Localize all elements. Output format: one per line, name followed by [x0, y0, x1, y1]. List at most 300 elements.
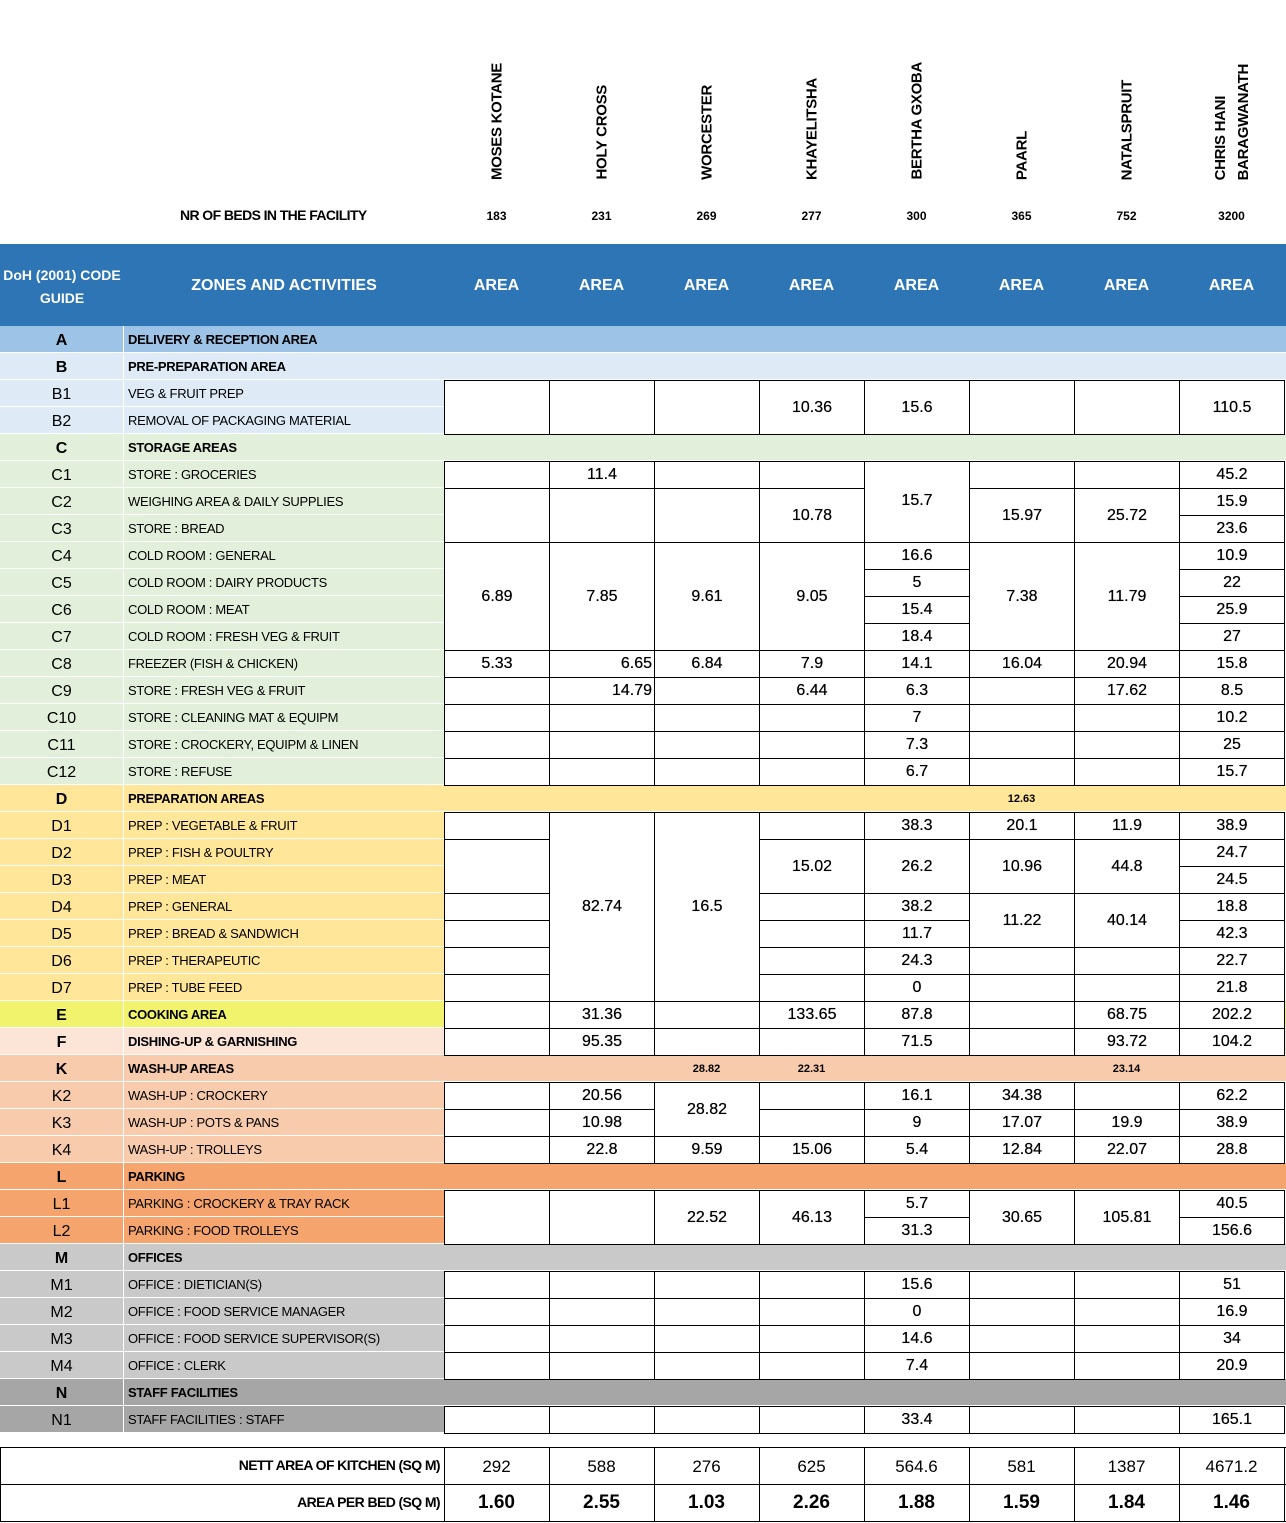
area-value-cell: 15.7	[864, 461, 970, 543]
area-value-cell: 110.5	[1179, 380, 1285, 435]
activity-label: PREP : THERAPEUTIC	[128, 953, 261, 968]
area-value-cell: 10.2	[1179, 704, 1285, 732]
area-value-cell: 18.4	[864, 623, 970, 651]
area-value-cell	[759, 731, 865, 759]
code-cell: D6	[0, 947, 124, 974]
nett-area-label: NETT AREA OF KITCHEN (SQ M)	[238, 1457, 440, 1473]
area-value-cell: 18.8	[1179, 893, 1285, 921]
area-value-cell: 26.2	[864, 839, 970, 894]
area-value-cell	[444, 758, 550, 786]
activity-label: STORE : FRESH VEG & FRUIT	[128, 683, 306, 698]
area-value-cell: 17.62	[1074, 677, 1180, 705]
code-cell: C3	[0, 515, 124, 542]
area-value-cell	[969, 1352, 1075, 1380]
area-value-cell	[654, 1298, 760, 1326]
totals-bottom-border	[0, 1521, 1286, 1522]
area-column-header: AREA	[998, 277, 1045, 294]
nett-area-value: 564.6	[895, 1457, 938, 1476]
activity-label: WASH-UP : TROLLEYS	[128, 1142, 262, 1157]
area-value-cell: 38.9	[1179, 1109, 1285, 1137]
area-value-cell	[549, 704, 655, 732]
area-value-cell	[1074, 1406, 1180, 1434]
area-value-cell	[969, 1406, 1075, 1434]
area-value-cell: 7.38	[969, 542, 1075, 651]
area-value-cell	[759, 974, 865, 1002]
activity-label: PREP : FISH & POULTRY	[128, 845, 274, 860]
area-value-cell: 20.56	[549, 1082, 655, 1110]
area-value-cell	[759, 1325, 865, 1353]
area-value-cell	[654, 1028, 760, 1056]
activity-label: PREPARATION AREAS	[128, 791, 265, 806]
facility-name-header: CHRIS HANI BARAGWANATH	[1211, 63, 1252, 180]
area-value-cell: 31.36	[549, 1001, 655, 1029]
area-value-cell	[444, 1001, 550, 1029]
code-cell: C2	[0, 488, 124, 515]
section-row	[0, 1379, 1286, 1406]
nett-area-value: 276	[692, 1457, 721, 1476]
activity-label: OFFICE : CLERK	[128, 1358, 226, 1373]
area-value-cell	[1074, 1352, 1180, 1380]
area-value-cell: 5.7	[864, 1190, 970, 1218]
area-value-cell	[759, 1352, 865, 1380]
area-column-header: AREA	[683, 277, 730, 294]
table-row	[0, 1352, 444, 1379]
area-value-cell	[969, 677, 1075, 705]
code-cell: D3	[0, 866, 124, 893]
facility-name-header: BERTHA GXOBA	[908, 62, 925, 180]
code-cell: F	[0, 1028, 124, 1055]
area-value-cell	[444, 1109, 550, 1137]
area-value-cell: 5	[864, 569, 970, 597]
area-value-cell: 16.9	[1179, 1298, 1285, 1326]
area-value-cell	[549, 1190, 655, 1245]
table-row	[0, 704, 444, 731]
area-value-cell	[654, 461, 760, 489]
area-value-cell: 7.3	[864, 731, 970, 759]
table-row	[0, 1406, 444, 1433]
table-row	[0, 731, 444, 758]
code-cell: D5	[0, 920, 124, 947]
area-value-cell: 34.38	[969, 1082, 1075, 1110]
nett-area-value: 581	[1007, 1457, 1036, 1476]
area-value-cell	[444, 920, 550, 948]
area-value-cell: 22	[1179, 569, 1285, 597]
area-value-cell: 7.85	[549, 542, 655, 651]
nett-area-value: 588	[587, 1457, 616, 1476]
activity-label: OFFICE : FOOD SERVICE MANAGER	[128, 1304, 346, 1319]
code-cell: C9	[0, 677, 124, 704]
activity-label: DISHING-UP & GARNISHING	[128, 1034, 298, 1049]
activity-label: STAFF FACILITIES	[128, 1385, 238, 1400]
area-value-cell	[759, 1406, 865, 1434]
area-value-cell	[759, 1298, 865, 1326]
area-column-header: AREA	[473, 277, 520, 294]
code-cell: C	[0, 434, 124, 461]
area-value-cell: 15.8	[1179, 650, 1285, 678]
code-cell: M2	[0, 1298, 124, 1325]
row-separator	[0, 1432, 444, 1433]
activity-label: PARKING : FOOD TROLLEYS	[128, 1223, 299, 1238]
bed-count: 231	[591, 209, 612, 223]
facility-name-header: WORCESTER	[698, 85, 715, 180]
area-value-cell: 8.5	[1179, 677, 1285, 705]
area-value-cell: 51	[1179, 1271, 1285, 1299]
totals-column-border	[1284, 1447, 1285, 1522]
area-value-cell: 5.33	[444, 650, 550, 678]
activity-label: STORAGE AREAS	[128, 440, 237, 455]
activity-label: PREP : BREAD & SANDWICH	[128, 926, 299, 941]
table-row	[0, 596, 444, 623]
area-value-cell	[654, 488, 760, 543]
section-note-value: 12.63	[1007, 792, 1036, 805]
activity-label: STORE : BREAD	[128, 521, 225, 536]
area-value-cell	[654, 1352, 760, 1380]
table-row	[0, 1325, 444, 1352]
area-value-cell	[969, 461, 1075, 489]
area-value-cell: 16.5	[654, 812, 760, 1002]
area-value-cell	[969, 731, 1075, 759]
area-value-cell: 33.4	[864, 1406, 970, 1434]
area-value-cell: 38.3	[864, 812, 970, 840]
area-value-cell: 9	[864, 1109, 970, 1137]
table-row	[0, 1136, 444, 1163]
area-value-cell: 156.6	[1179, 1217, 1285, 1245]
zones-header: ZONES AND ACTIVITIES	[191, 277, 377, 294]
code-cell: D7	[0, 974, 124, 1001]
area-value-cell	[549, 1325, 655, 1353]
area-value-cell: 34	[1179, 1325, 1285, 1353]
area-value-cell: 15.7	[1179, 758, 1285, 786]
area-value-cell	[654, 704, 760, 732]
area-per-bed-label: AREA PER BED (SQ M)	[297, 1494, 440, 1510]
area-value-cell: 24.7	[1179, 839, 1285, 867]
code-cell: B1	[0, 380, 124, 407]
area-value-cell: 6.7	[864, 758, 970, 786]
totals-mid-border	[0, 1484, 1286, 1485]
area-value-cell	[444, 1325, 550, 1353]
area-value-cell	[444, 1406, 550, 1434]
code-cell: D2	[0, 839, 124, 866]
activity-label: WASH-UP : POTS & PANS	[128, 1115, 279, 1130]
code-cell: M4	[0, 1352, 124, 1379]
area-value-cell: 0	[864, 974, 970, 1002]
code-cell: C8	[0, 650, 124, 677]
area-value-cell	[549, 1298, 655, 1326]
area-value-cell	[444, 893, 550, 921]
area-column-header: AREA	[578, 277, 625, 294]
area-value-cell: 23.6	[1179, 515, 1285, 543]
area-value-cell: 14.1	[864, 650, 970, 678]
code-cell: B2	[0, 407, 124, 434]
activity-label: WEIGHING AREA & DAILY SUPPLIES	[128, 494, 344, 509]
area-value-cell: 165.1	[1179, 1406, 1285, 1434]
table-row	[0, 947, 444, 974]
area-value-cell	[444, 1082, 550, 1110]
area-value-cell: 7	[864, 704, 970, 732]
area-value-cell	[549, 380, 655, 435]
area-value-cell: 11.79	[1074, 542, 1180, 651]
area-value-cell: 14.79	[549, 677, 655, 705]
area-value-cell	[759, 1028, 865, 1056]
activity-label: VEG & FRUIT PREP	[128, 386, 244, 401]
code-cell: C10	[0, 704, 124, 731]
area-value-cell	[444, 1298, 550, 1326]
activity-label: STORE : CROCKERY, EQUIPM & LINEN	[128, 737, 359, 752]
area-value-cell: 6.44	[759, 677, 865, 705]
area-value-cell: 71.5	[864, 1028, 970, 1056]
code-cell: N1	[0, 1406, 124, 1433]
area-value-cell	[444, 1352, 550, 1380]
area-value-cell	[549, 1271, 655, 1299]
facility-name-header: MOSES KOTANE	[488, 63, 505, 180]
area-value-cell	[444, 488, 550, 543]
section-row	[0, 353, 1286, 380]
area-value-cell	[444, 1190, 550, 1245]
area-value-cell	[654, 380, 760, 435]
facility-name-header: NATALSPRUIT	[1118, 79, 1135, 180]
code-cell: A	[0, 326, 124, 353]
code-cell: E	[0, 1001, 124, 1028]
activity-label: DELIVERY & RECEPTION AREA	[128, 332, 318, 347]
activity-label: PRE-PREPARATION AREA	[128, 359, 286, 374]
area-value-cell: 17.07	[969, 1109, 1075, 1137]
area-value-cell	[969, 1271, 1075, 1299]
table-row	[0, 461, 444, 488]
area-value-cell	[759, 920, 865, 948]
table-row	[0, 839, 444, 866]
area-value-cell	[759, 704, 865, 732]
nett-area-value: 1387	[1107, 1457, 1146, 1476]
activity-label: STAFF FACILITIES : STAFF	[128, 1412, 285, 1427]
area-per-bed-value: 2.26	[793, 1492, 830, 1513]
area-value-cell: 5.4	[864, 1136, 970, 1164]
area-value-cell: 22.8	[549, 1136, 655, 1164]
table-row	[0, 812, 444, 839]
code-cell: C7	[0, 623, 124, 650]
area-value-cell: 42.3	[1179, 920, 1285, 948]
code-cell: K4	[0, 1136, 124, 1163]
area-value-cell	[969, 704, 1075, 732]
activity-label: COOKING AREA	[128, 1007, 227, 1022]
area-value-cell: 7.4	[864, 1352, 970, 1380]
area-column-header: AREA	[1103, 277, 1150, 294]
code-cell: K	[0, 1055, 124, 1082]
activity-label: COLD ROOM : DAIRY PRODUCTS	[128, 575, 328, 590]
area-per-bed-value: 1.88	[898, 1492, 935, 1513]
area-value-cell	[654, 1271, 760, 1299]
area-value-cell: 16.1	[864, 1082, 970, 1110]
area-value-cell: 9.59	[654, 1136, 760, 1164]
area-value-cell	[549, 1406, 655, 1434]
area-value-cell	[969, 974, 1075, 1002]
table-row	[0, 380, 444, 407]
code-cell: N	[0, 1379, 124, 1406]
area-value-cell	[444, 1271, 550, 1299]
bed-count: 277	[801, 209, 822, 223]
activity-label: STORE : GROCERIES	[128, 467, 257, 482]
area-value-cell	[969, 380, 1075, 435]
area-value-cell: 6.3	[864, 677, 970, 705]
code-cell: M1	[0, 1271, 124, 1298]
area-value-cell: 31.3	[864, 1217, 970, 1245]
area-value-cell: 87.8	[864, 1001, 970, 1029]
table-row	[0, 542, 444, 569]
area-value-cell	[969, 1325, 1075, 1353]
code-cell: K3	[0, 1109, 124, 1136]
activity-label: STORE : CLEANING MAT & EQUIPM	[128, 710, 339, 725]
area-value-cell: 15.6	[864, 380, 970, 435]
area-value-cell	[444, 704, 550, 732]
area-value-cell: 202.2	[1179, 1001, 1285, 1029]
area-value-cell: 14.6	[864, 1325, 970, 1353]
area-value-cell: 68.75	[1074, 1001, 1180, 1029]
area-value-cell: 38.9	[1179, 812, 1285, 840]
area-value-cell: 9.61	[654, 542, 760, 651]
nett-area-value: 4671.2	[1205, 1457, 1258, 1476]
area-value-cell	[1074, 758, 1180, 786]
area-value-cell	[759, 461, 865, 489]
section-row	[0, 1244, 1286, 1271]
table-row	[0, 866, 444, 893]
bed-count: 365	[1011, 209, 1032, 223]
area-per-bed-value: 1.59	[1003, 1492, 1040, 1513]
area-value-cell: 104.2	[1179, 1028, 1285, 1056]
area-value-cell	[969, 1298, 1075, 1326]
table-header-band	[0, 244, 1286, 326]
area-value-cell	[969, 758, 1075, 786]
nett-area-value: 625	[797, 1457, 826, 1476]
area-value-cell: 44.8	[1074, 839, 1180, 894]
area-value-cell	[444, 731, 550, 759]
area-value-cell: 27	[1179, 623, 1285, 651]
area-value-cell	[654, 1325, 760, 1353]
code-cell: D4	[0, 893, 124, 920]
area-value-cell	[1074, 974, 1180, 1002]
area-value-cell	[654, 677, 760, 705]
area-value-cell	[444, 839, 550, 894]
table-row	[0, 623, 444, 650]
bed-count: 269	[696, 209, 717, 223]
table-row	[0, 1298, 444, 1325]
table-row	[0, 1217, 444, 1244]
area-value-cell	[444, 974, 550, 1002]
area-value-cell: 28.82	[654, 1082, 760, 1137]
activity-label: COLD ROOM : FRESH VEG & FRUIT	[128, 629, 340, 644]
area-value-cell: 15.97	[969, 488, 1075, 543]
area-value-cell: 10.36	[759, 380, 865, 435]
area-value-cell: 10.98	[549, 1109, 655, 1137]
area-value-cell	[654, 1001, 760, 1029]
code-cell: L2	[0, 1217, 124, 1244]
code-cell: M3	[0, 1325, 124, 1352]
area-value-cell: 7.9	[759, 650, 865, 678]
area-value-cell	[549, 731, 655, 759]
area-value-cell	[1074, 947, 1180, 975]
section-row	[0, 434, 1286, 461]
area-value-cell	[969, 947, 1075, 975]
totals-top-border	[0, 1447, 1286, 1448]
area-value-cell	[1074, 704, 1180, 732]
area-value-cell: 133.65	[759, 1001, 865, 1029]
area-value-cell	[444, 461, 550, 489]
code-cell: C6	[0, 596, 124, 623]
area-value-cell	[654, 731, 760, 759]
table-row	[0, 515, 444, 542]
facility-name-header: KHAYELITSHA	[803, 78, 820, 180]
area-value-cell	[969, 1001, 1075, 1029]
area-value-cell: 95.35	[549, 1028, 655, 1056]
area-column-header: AREA	[1208, 277, 1255, 294]
area-value-cell	[1074, 1325, 1180, 1353]
table-row	[0, 893, 444, 920]
table-row	[0, 920, 444, 947]
code-cell: C11	[0, 731, 124, 758]
area-value-cell	[759, 812, 865, 840]
code-cell: M	[0, 1244, 124, 1271]
area-value-cell: 10.78	[759, 488, 865, 543]
table-row	[0, 758, 444, 785]
area-value-cell: 45.2	[1179, 461, 1285, 489]
code-cell: D1	[0, 812, 124, 839]
area-value-cell: 105.81	[1074, 1190, 1180, 1245]
area-value-cell	[654, 758, 760, 786]
section-row	[0, 1163, 1286, 1190]
area-value-cell: 22.07	[1074, 1136, 1180, 1164]
bed-count: 3200	[1218, 209, 1245, 223]
activity-label: OFFICE : DIETICIAN(S)	[128, 1277, 262, 1292]
activity-label: PREP : GENERAL	[128, 899, 232, 914]
area-value-cell	[549, 1352, 655, 1380]
table-row	[0, 1082, 444, 1109]
area-value-cell	[549, 758, 655, 786]
area-value-cell: 25.72	[1074, 488, 1180, 543]
activity-label: STORE : REFUSE	[128, 764, 232, 779]
section-row	[0, 326, 1286, 353]
area-value-cell: 20.9	[1179, 1352, 1285, 1380]
area-value-cell: 11.7	[864, 920, 970, 948]
table-row	[0, 407, 444, 434]
area-value-cell	[1074, 731, 1180, 759]
area-value-cell: 15.6	[864, 1271, 970, 1299]
activity-label: PREP : TUBE FEED	[128, 980, 242, 995]
code-guide-header: DoH (2001) CODE GUIDE	[3, 267, 121, 306]
area-value-cell: 15.06	[759, 1136, 865, 1164]
area-value-cell: 0	[864, 1298, 970, 1326]
table-row	[0, 569, 444, 596]
bed-count: 183	[486, 209, 507, 223]
area-value-cell: 40.5	[1179, 1190, 1285, 1218]
area-value-cell	[549, 488, 655, 543]
area-value-cell: 25.9	[1179, 596, 1285, 624]
area-value-cell	[444, 1028, 550, 1056]
activity-label: REMOVAL OF PACKAGING MATERIAL	[128, 413, 351, 428]
activity-label: COLD ROOM : GENERAL	[128, 548, 276, 563]
area-value-cell: 15.02	[759, 839, 865, 894]
area-value-cell	[759, 1109, 865, 1137]
area-per-bed-value: 1.60	[478, 1492, 515, 1513]
bed-count: 300	[906, 209, 927, 223]
code-cell: C12	[0, 758, 124, 785]
area-value-cell	[444, 677, 550, 705]
area-value-cell: 19.9	[1074, 1109, 1180, 1137]
area-value-cell: 15.9	[1179, 488, 1285, 516]
area-value-cell: 10.96	[969, 839, 1075, 894]
area-value-cell: 30.65	[969, 1190, 1075, 1245]
area-per-bed-value: 2.55	[583, 1492, 620, 1513]
code-cell: C4	[0, 542, 124, 569]
nett-area-value: 292	[482, 1457, 511, 1476]
area-value-cell: 11.22	[969, 893, 1075, 948]
